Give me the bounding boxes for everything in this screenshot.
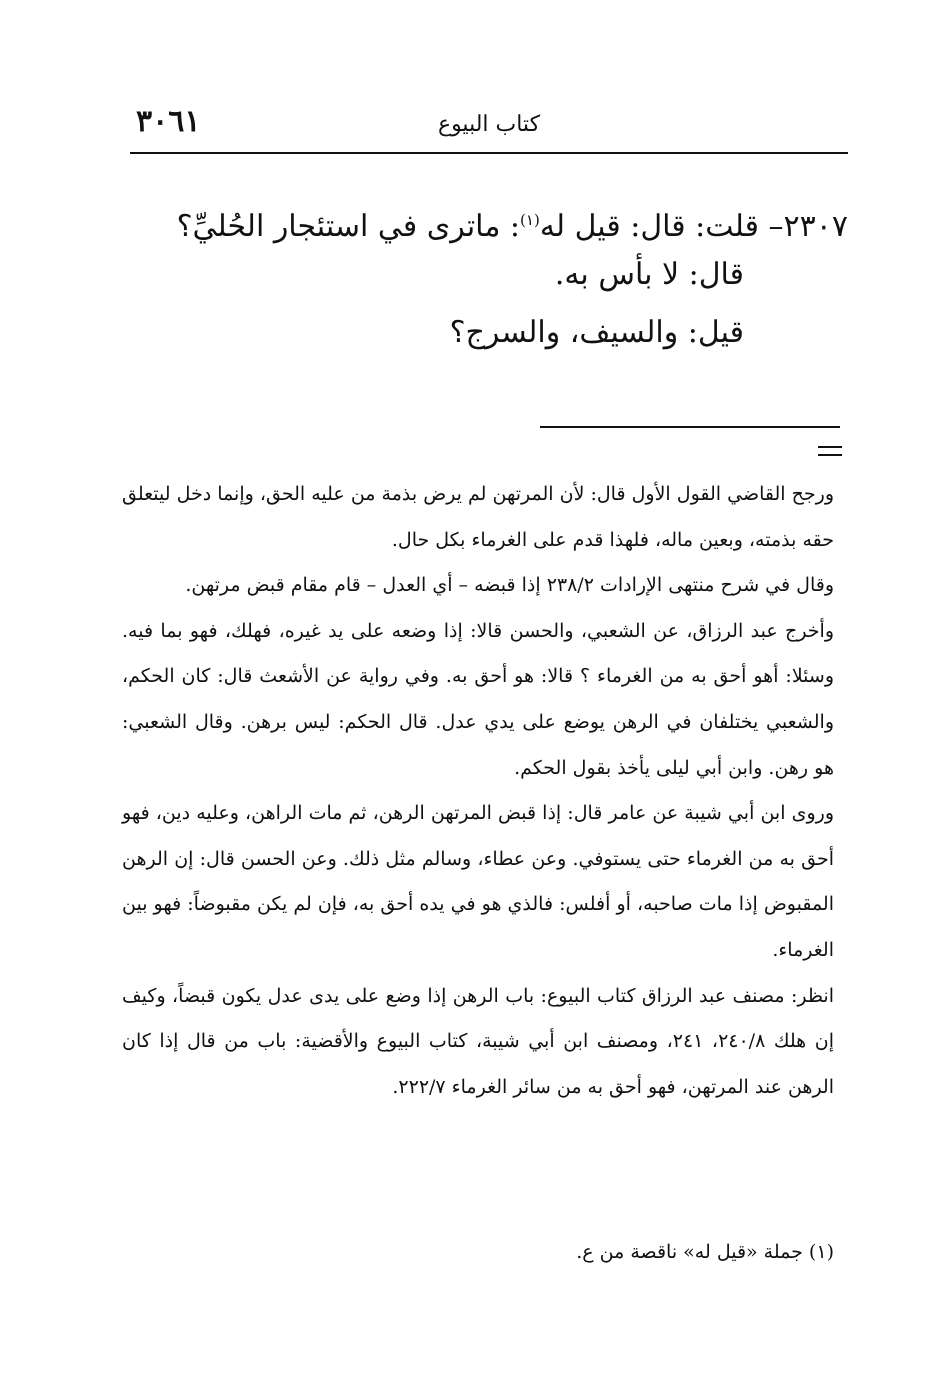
entry-number: ٢٣٠٧– [768, 209, 848, 244]
page-header [130, 100, 848, 150]
footnote-reference: (١) [520, 211, 540, 229]
running-title: كتاب البيوع [437, 112, 541, 137]
page-number: ٣٠٦١ [136, 104, 201, 139]
note-paragraph: انظر: مصنف عبد الرزاق كتاب البيوع: باب الرهن إذا وضع على يدى عدل يكون قبضاً، وكيف إن هلك ٢٤٠/٨، ٢٤١، ومصنف ابن أبي شيبة، كتاب البيوع والأقضية: باب من قال إذا كان الرهن عند المرتهن، فهو أحق به من سائر الغرماء ٢٢٢/٧. [122, 984, 834, 1098]
entry-followup: قيل: والسيف، والسرج؟ [449, 315, 744, 350]
footnote-separator [540, 426, 840, 428]
note-paragraph: ورجح القاضي القول الأول قال: لأن المرتهن لم يرض بذمة من عليه الحق، وإنما دخل ليتعلق حقه بذمته، وبعين ماله، فلهذا قدم على الغرماء بكل حال. [122, 483, 834, 551]
entry-text-start: قلت: قال: قيل له [539, 209, 769, 244]
header-rule [130, 152, 848, 154]
continuation-mark [818, 446, 842, 458]
note-paragraph: وروى ابن أبي شيبة عن عامر قال: إذا قبض المرتهن الرهن، ثم مات الراهن، وعليه دين، فهو أحق به من الغرماء حتى يستوفي. وعن عطاء، وسالم مثل ذلك. وعن الحسن قال: إن الرهن المقبوض إذا مات صاحبه، أو أفلس: فالذي هو في يده أحق به، فإن لم يكن مقبوضاً: فهو بين الغرماء. [122, 802, 834, 961]
entry-text-end: : ماترى في استئجار الحُليِّ؟ [176, 209, 521, 244]
footnote: (١) جملة «قيل له» ناقصة من ع. [576, 1241, 834, 1263]
note-paragraph: وأخرج عبد الرزاق، عن الشعبي، والحسن قالا: إذا وضعه على يد غيره، فهلك، فهو بما فيه. وسئلا: أهو أحق به من الغرماء ؟ قالا: هو أحق به. وفي رواية عن الأشعث قال: كان الحكم، والشعبي يختلفان في الرهن يوضع على يدي عدل. قال الحكم: ليس برهن. وقال الشعبي: هو رهن. وابن أبي ليلى يأخذ بقول الحكم. [122, 619, 834, 779]
note-paragraph: وقال في شرح منتهى الإرادات ٢٣٨/٢ إذا قبضه – أي العدل – قام مقام قبض مرتهن. [185, 574, 834, 597]
entry-answer: قال: لا بأس به. [554, 257, 744, 292]
notes-block [122, 472, 834, 1110]
